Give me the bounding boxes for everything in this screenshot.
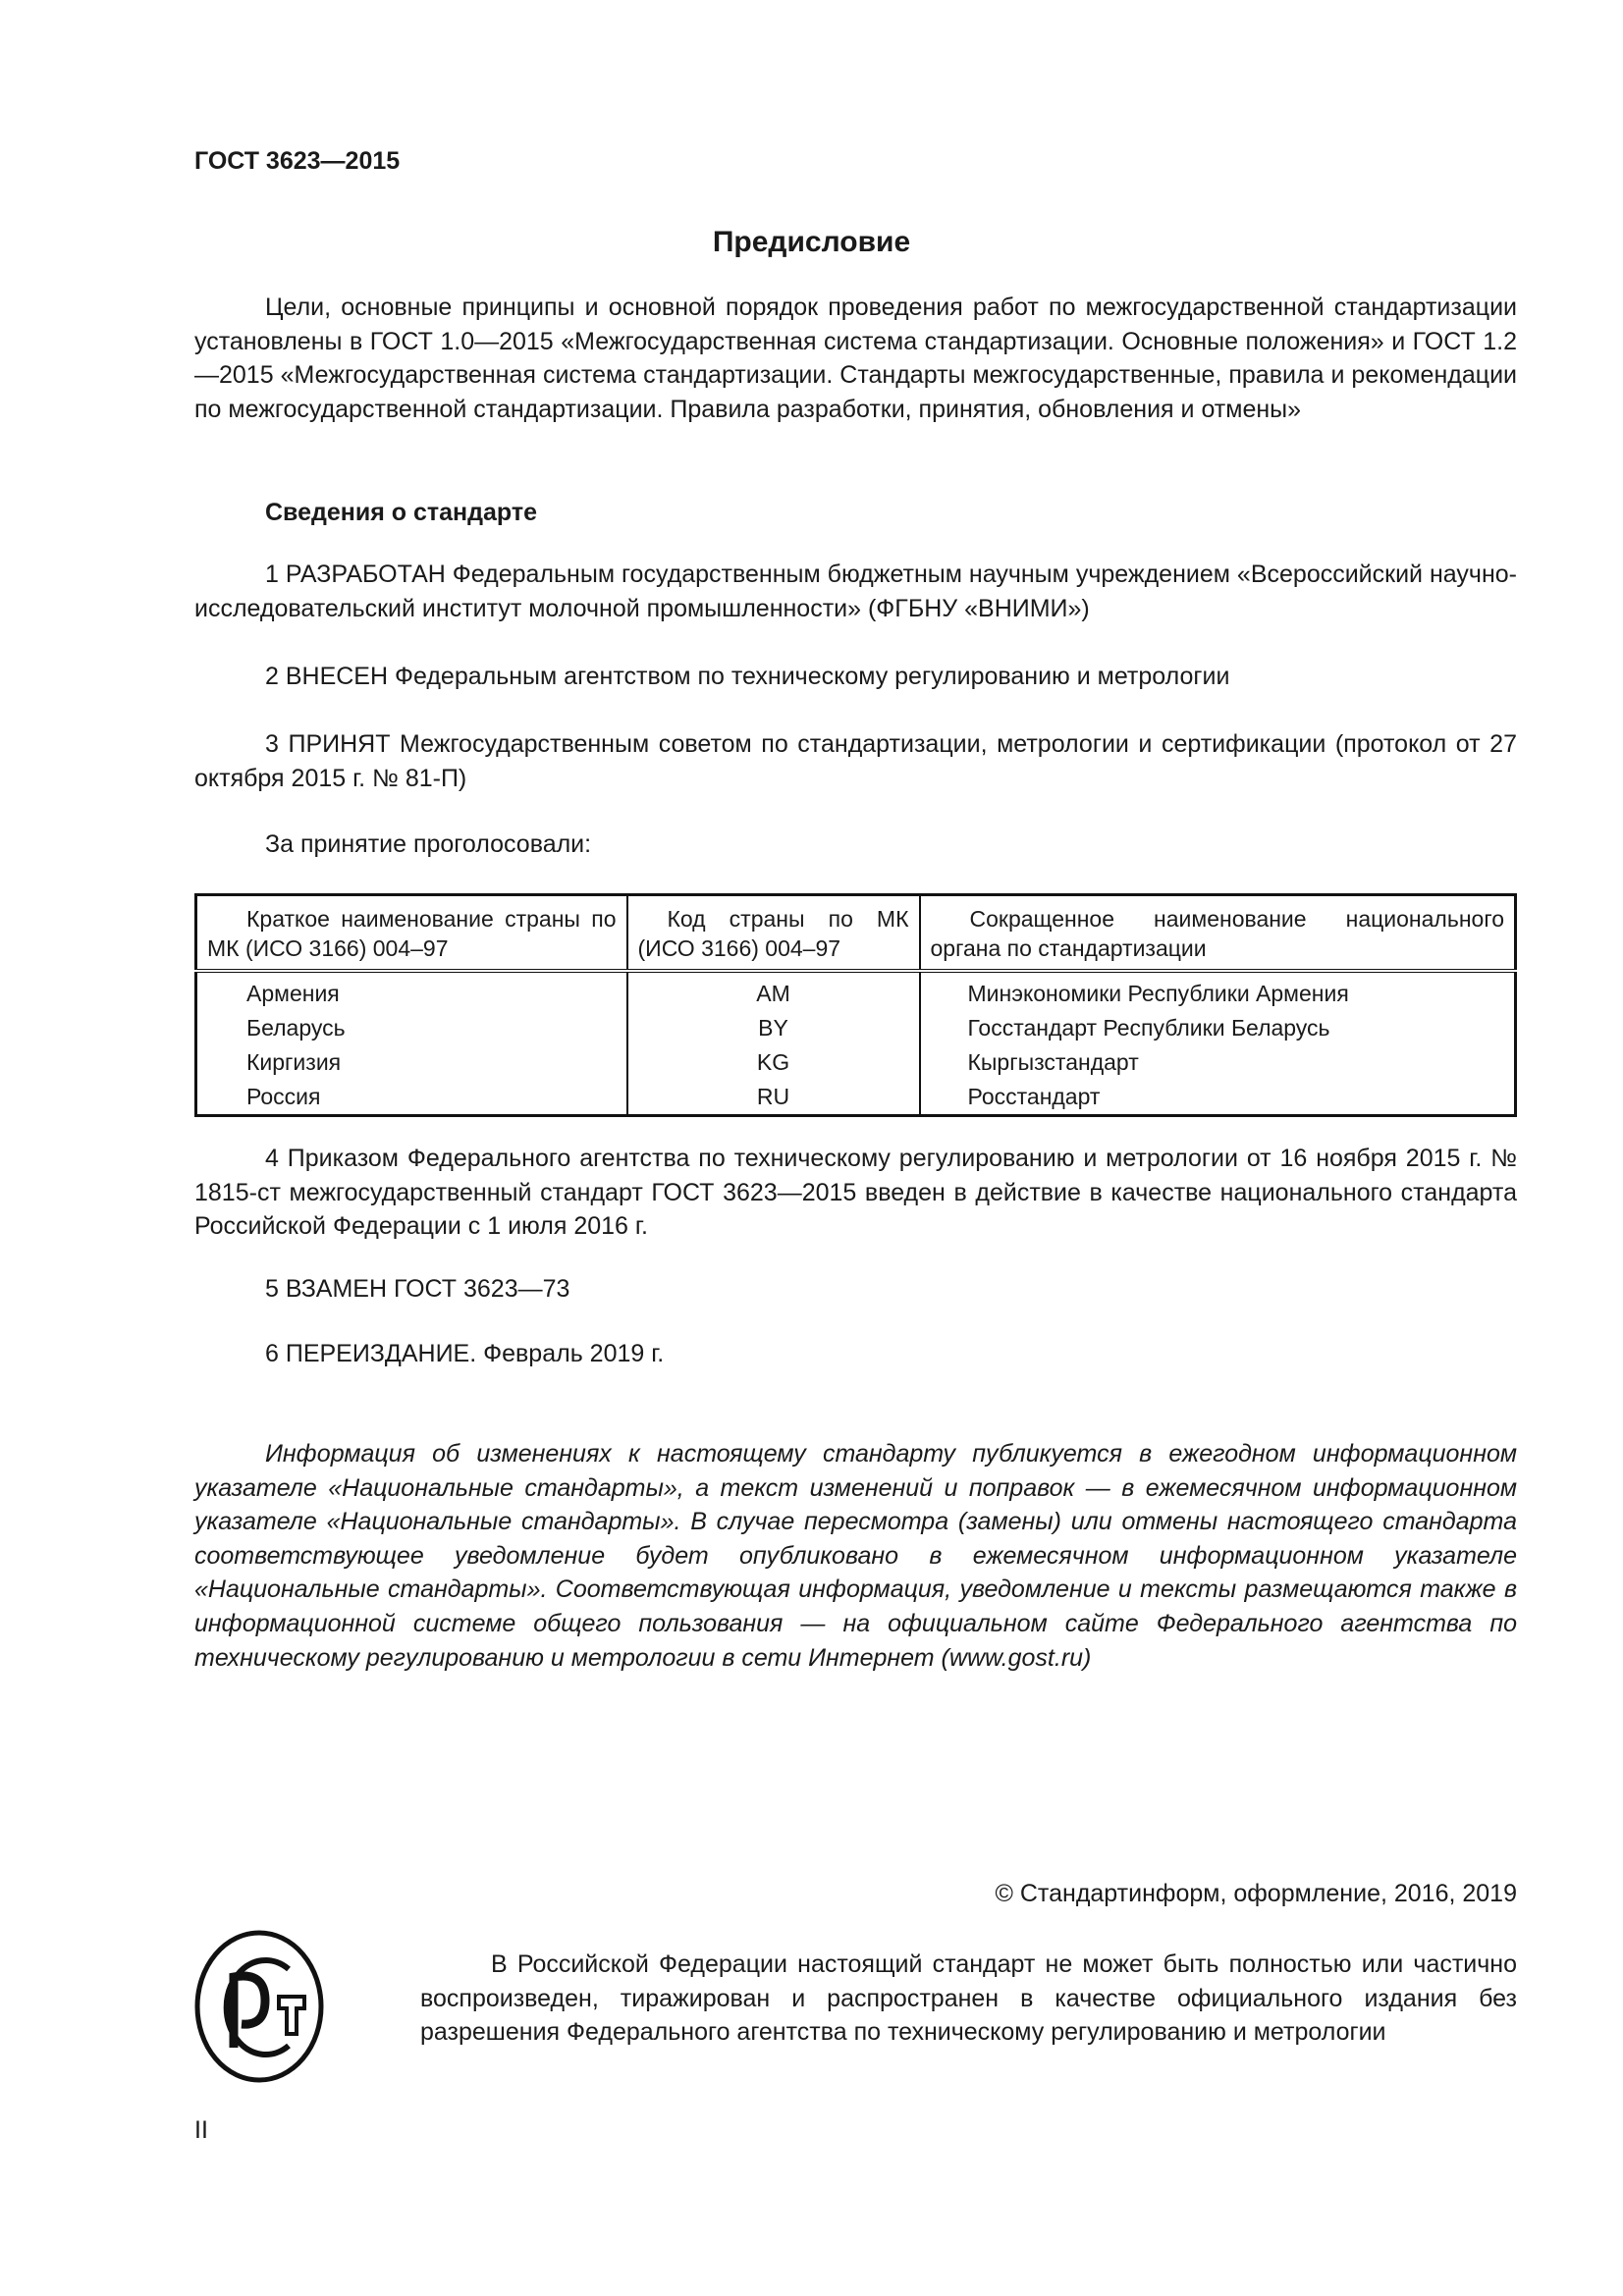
- info-heading: Сведения о стандарте: [265, 499, 538, 526]
- rst-logo-icon: [194, 1930, 324, 2083]
- code: RU: [627, 1080, 920, 1116]
- country: Россия: [196, 1080, 627, 1116]
- header-code: Код страны по МК (ИСО 3166) 004–97: [627, 895, 920, 972]
- item-1: 1 РАЗРАБОТАН Федеральным государственным бюджетным научным учреждением «Всероссийский научно-исследовательский институт молочной промышленности» (ФГБНУ «ВНИМИ»): [194, 561, 1517, 622]
- table-row: [196, 1045, 1516, 1080]
- changes-note: Информация об изменениях к настоящему стандарту публикуется в ежегодном информационном указателе «Национальные стандарты», а текст изменений и поправок — в ежемесячном информационном указателе «Национальные стандарты». В случае пересмотра (замены) или отмены настоящего стандарта соответствующее уведомление будет опубликовано в ежемесячном информационном указателе «Национальные стандарты». Соответствующая информация, уведомление и тексты размещаются также в информационной системе общего пользования — на официальном сайте Федерального агентства по техническому регулированию и метрологии в сети Интернет (www.gost.ru): [194, 1440, 1517, 1672]
- page-number: II: [194, 2116, 208, 2144]
- page-title: Предисловие: [712, 226, 911, 258]
- intro-paragraph: Цели, основные принципы и основной порядок проведения работ по межгосударственной стандартизации установлены в ГОСТ 1.0—2015 «Межгосударственная система стандартизации. Основные положения» и ГОСТ 1.2—2015 «Межгосударственная система стандартизации. Стандарты межгосударственные, правила и рекомендации по межгосударственной стандартизации. Правила разработки, принятия, обновления и отмены»: [194, 294, 1517, 423]
- table-row: [196, 1080, 1516, 1116]
- body: Росстандарт: [920, 1080, 1516, 1116]
- country: Беларусь: [196, 1011, 627, 1045]
- table-header-row: [196, 895, 1516, 972]
- code: BY: [627, 1011, 920, 1045]
- body: Кыргызстандарт: [920, 1045, 1516, 1080]
- country: Армения: [196, 971, 627, 1011]
- voted-label: За принятие проголосовали:: [265, 830, 592, 858]
- voting-table: [194, 893, 1517, 1117]
- item-5: 5 ВЗАМЕН ГОСТ 3623—73: [265, 1275, 570, 1303]
- code: KG: [627, 1045, 920, 1080]
- item-6: 6 ПЕРЕИЗДАНИЕ. Февраль 2019 г.: [265, 1340, 665, 1367]
- copyright: © Стандартинформ, оформление, 2016, 2019: [995, 1880, 1517, 1907]
- country: Киргизия: [196, 1045, 627, 1080]
- item-4: 4 Приказом Федерального агентства по техническому регулированию и метрологии от 16 ноября 2015 г. № 1815-ст межгосударственный стандарт ГОСТ 3623—2015 введен в действие в качестве национального стандарта Российской Федерации с 1 июля 2016 г.: [194, 1145, 1517, 1241]
- body: Минэкономики Республики Армения: [920, 971, 1516, 1011]
- header-country: Краткое наименование страны по МК (ИСО 3166) 004–97: [196, 895, 627, 972]
- code: AM: [627, 971, 920, 1011]
- document-header: ГОСТ 3623—2015: [194, 147, 401, 175]
- item-3: 3 ПРИНЯТ Межгосударственным советом по стандартизации, метрологии и сертификации (протокол от 27 октября 2015 г. № 81-П): [194, 730, 1517, 792]
- body: Госстандарт Республики Беларусь: [920, 1011, 1516, 1045]
- table-row: [196, 971, 1516, 1011]
- item-2: 2 ВНЕСЕН Федеральным агентством по техническому регулированию и метрологии: [265, 663, 1230, 690]
- copyright-notice: В Российской Федерации настоящий стандарт не может быть полностью или частично воспроизведен, тиражирован и распространен в качестве официального издания без разрешения Федерального агентства по техническому регулированию и метрологии: [420, 1950, 1517, 2047]
- header-body: Сокращенное наименование национального органа по стандартизации: [920, 895, 1516, 972]
- table-row: [196, 1011, 1516, 1045]
